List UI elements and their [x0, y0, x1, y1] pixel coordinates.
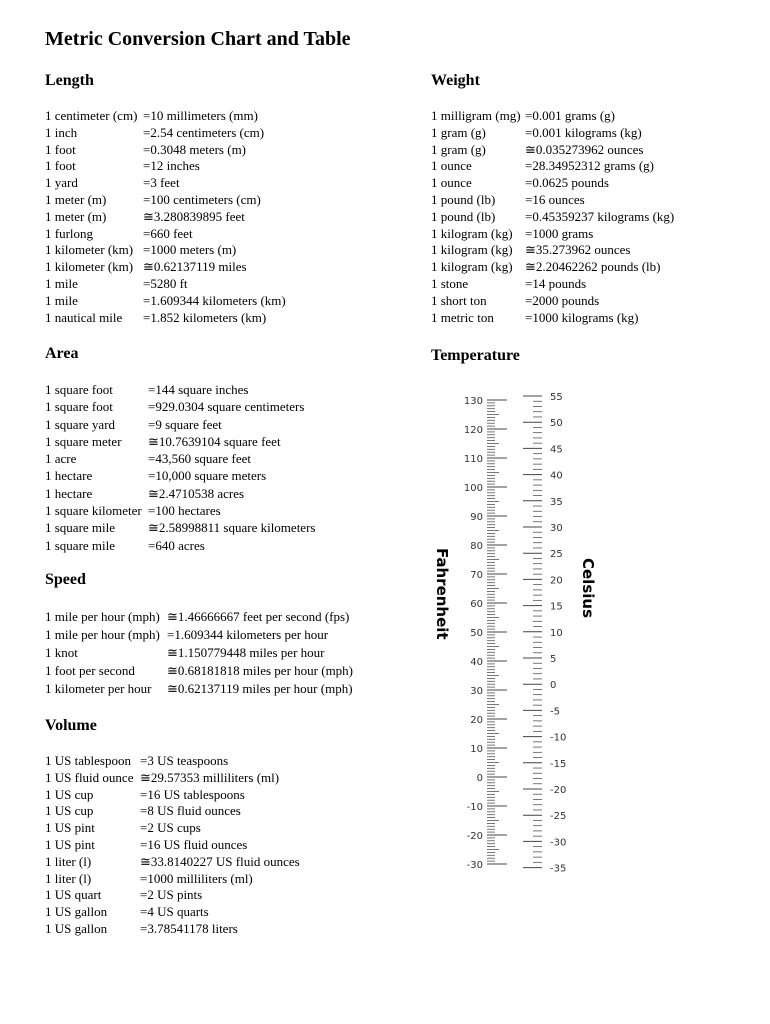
celsius-tick-label: 50	[550, 418, 563, 430]
table-row	[45, 108, 286, 125]
fahrenheit-tick-label: 50	[470, 628, 483, 639]
celsius-tick-label: 0	[550, 680, 557, 692]
table-row	[45, 753, 300, 770]
unit-label: 1 mile per hour (mph)	[45, 627, 160, 642]
unit-label: 1 US pint	[45, 836, 95, 852]
volume-table	[45, 753, 300, 938]
unit-conversion: ≅2.4710538 acres	[148, 485, 245, 501]
unit-conversion: =0.0625 pounds	[525, 175, 609, 191]
unit-label: 1 inch	[45, 124, 78, 140]
table-row	[45, 887, 300, 904]
unit-conversion: ≅0.62137119 miles	[143, 259, 247, 275]
fahrenheit-tick-label: -30	[466, 860, 483, 871]
weight-heading: Weight	[431, 72, 480, 89]
unit-label: 1 nautical mile	[45, 309, 123, 325]
unit-label: 1 hectare	[45, 468, 93, 484]
weight-table	[431, 108, 674, 326]
unit-label: 1 gram (g)	[431, 141, 486, 157]
unit-label: 1 foot	[45, 158, 76, 174]
celsius-tick-label: -20	[550, 785, 567, 796]
unit-conversion: =100 hectares	[148, 503, 221, 519]
unit-conversion: =16 ounces	[525, 191, 585, 207]
unit-conversion: ≅2.20462262 pounds (lb)	[525, 259, 661, 275]
unit-conversion: =1000 kilograms (kg)	[525, 309, 639, 325]
table-row	[431, 242, 674, 259]
unit-label: 1 square mile	[45, 537, 116, 553]
fahrenheit-tick-label: 100	[463, 483, 483, 494]
unit-conversion: =0.001 grams (g)	[525, 108, 616, 123]
unit-label: 1 pound (lb)	[431, 191, 496, 207]
fahrenheit-tick-label: 20	[470, 715, 483, 726]
table-row	[431, 276, 674, 293]
unit-label: 1 short ton	[431, 292, 487, 308]
unit-conversion: =2.54 centimeters (cm)	[143, 124, 265, 140]
unit-conversion: =9 square feet	[148, 416, 222, 432]
unit-label: 1 square foot	[45, 399, 113, 415]
unit-label: 1 square mile	[45, 520, 116, 536]
unit-conversion: =10 millimeters (mm)	[143, 108, 258, 123]
celsius-tick-label: -30	[550, 837, 567, 849]
table-row	[45, 644, 353, 662]
table-row	[45, 398, 315, 415]
unit-label: 1 kilogram (kg)	[431, 259, 513, 275]
fahrenheit-tick-label: 120	[463, 425, 483, 436]
unit-conversion: ≅2.58998811 square kilometers	[148, 520, 316, 536]
length-table	[45, 108, 286, 326]
speed-table	[45, 608, 353, 698]
unit-label: 1 kilometer per hour	[45, 681, 152, 696]
unit-label: 1 foot per second	[45, 663, 135, 678]
unit-conversion: =1000 meters (m)	[143, 242, 237, 258]
table-row	[431, 175, 674, 192]
unit-label: 1 US cup	[45, 786, 94, 802]
fahrenheit-tick-label: 10	[470, 744, 483, 755]
table-row	[45, 467, 315, 484]
fahrenheit-tick-label: 70	[470, 570, 483, 581]
celsius-tick-label: 55	[550, 392, 563, 403]
celsius-tick-label: 25	[550, 549, 563, 561]
table-row	[431, 125, 674, 142]
table-row	[431, 158, 674, 175]
unit-conversion: =0.001 kilograms (kg)	[525, 124, 642, 140]
fahrenheit-label: Fahrenheit	[433, 548, 451, 640]
unit-conversion: =3 US teaspoons	[140, 753, 229, 768]
celsius-tick-label: 30	[550, 523, 563, 534]
unit-conversion: ≅1.150779448 miles per hour	[167, 645, 325, 660]
table-row	[45, 837, 300, 854]
table-row	[45, 787, 300, 804]
unit-label: 1 kilometer (km)	[45, 242, 134, 258]
celsius-tick-label: 5	[550, 654, 557, 665]
table-row	[45, 310, 286, 327]
temperature-scale	[425, 380, 615, 880]
unit-conversion: =28.34952312 grams (g)	[525, 158, 655, 174]
celsius-tick-label: -15	[550, 758, 567, 770]
unit-label: 1 meter (m)	[45, 208, 107, 224]
unit-label: 1 ounce	[431, 158, 472, 174]
celsius-tick-label: 35	[550, 496, 563, 508]
table-row	[45, 142, 286, 159]
unit-label: 1 square foot	[45, 382, 113, 397]
fahrenheit-scale	[464, 396, 507, 871]
unit-label: 1 stone	[431, 275, 469, 291]
table-row	[431, 226, 674, 243]
unit-conversion: =2 US pints	[140, 887, 203, 903]
unit-label: 1 US cup	[45, 803, 94, 819]
unit-label: 1 mile	[45, 292, 78, 308]
celsius-tick-label: -25	[550, 811, 567, 823]
unit-label: 1 centimeter (cm)	[45, 108, 138, 123]
unit-conversion: =660 feet	[143, 225, 193, 241]
unit-conversion: =144 square inches	[148, 382, 249, 397]
unit-conversion: ≅0.62137119 miles per hour (mph)	[167, 681, 353, 696]
fahrenheit-tick-label: 60	[470, 599, 483, 610]
table-row	[431, 142, 674, 159]
unit-label: 1 US gallon	[45, 920, 108, 936]
unit-label: 1 acre	[45, 451, 77, 467]
celsius-tick-label: 10	[550, 627, 563, 639]
fahrenheit-tick-label: 110	[463, 454, 483, 465]
unit-conversion: =1.609344 kilometers (km)	[143, 292, 286, 308]
table-row	[45, 381, 315, 398]
fahrenheit-tick-label: 90	[470, 512, 483, 523]
table-row	[431, 259, 674, 276]
unit-conversion: =929.0304 square centimeters	[148, 399, 305, 415]
fahrenheit-tick-label: 130	[463, 396, 483, 407]
table-row	[431, 209, 674, 226]
unit-conversion: =43,560 square feet	[148, 451, 251, 467]
unit-label: 1 pound (lb)	[431, 208, 496, 224]
unit-label: 1 liter (l)	[45, 853, 92, 869]
unit-label: 1 hectare	[45, 485, 93, 501]
table-row	[431, 108, 674, 125]
fahrenheit-tick-label: 30	[470, 686, 483, 697]
unit-label: 1 foot	[45, 141, 76, 157]
table-row	[45, 537, 315, 554]
unit-label: 1 US tablespoon	[45, 753, 131, 768]
unit-conversion: =14 pounds	[525, 275, 587, 291]
unit-label: 1 kilogram (kg)	[431, 225, 513, 241]
unit-label: 1 US gallon	[45, 904, 108, 920]
unit-conversion: ≅35.273962 ounces	[525, 242, 631, 258]
unit-conversion: =10,000 square meters	[148, 468, 267, 484]
celsius-tick-label: 40	[550, 470, 563, 482]
unit-conversion: ≅0.68181818 miles per hour (mph)	[167, 663, 354, 678]
unit-label: 1 yard	[45, 175, 78, 191]
unit-label: 1 milligram (mg)	[431, 108, 521, 123]
area-table	[45, 381, 315, 554]
table-row	[45, 293, 286, 310]
unit-conversion: ≅10.7639104 square feet	[148, 433, 281, 449]
unit-label: 1 mile per hour (mph)	[45, 609, 160, 624]
table-row	[45, 770, 300, 787]
unit-conversion: =4 US quarts	[140, 904, 209, 920]
unit-conversion: =640 acres	[148, 537, 205, 553]
fahrenheit-tick-label: 80	[470, 541, 483, 552]
temperature-heading: Temperature	[431, 347, 520, 364]
unit-conversion: =16 US tablespoons	[140, 786, 245, 802]
unit-label: 1 US quart	[45, 887, 102, 903]
celsius-label: Celsius	[579, 558, 597, 618]
unit-label: 1 square kilometer	[45, 503, 142, 519]
unit-conversion: =12 inches	[143, 158, 200, 174]
celsius-tick-label: -5	[550, 706, 560, 718]
table-row	[45, 820, 300, 837]
unit-label: 1 liter (l)	[45, 870, 92, 886]
unit-conversion: =8 US fluid ounces	[140, 803, 241, 819]
fahrenheit-tick-label: -20	[466, 831, 483, 842]
unit-conversion: =3.78541178 liters	[140, 920, 238, 936]
table-row	[45, 192, 286, 209]
unit-label: 1 mile	[45, 275, 78, 291]
table-row	[45, 209, 286, 226]
table-row	[45, 485, 315, 502]
unit-label: 1 meter (m)	[45, 191, 107, 207]
unit-conversion: =1.852 kilometers (km)	[143, 309, 267, 325]
table-row	[431, 192, 674, 209]
unit-conversion: =2000 pounds	[525, 292, 600, 308]
table-row	[45, 125, 286, 142]
celsius-tick-label: 45	[550, 444, 563, 456]
unit-conversion: =3 feet	[143, 175, 180, 191]
table-row	[45, 608, 353, 626]
table-row	[45, 450, 315, 467]
unit-conversion: =1.609344 kilometers per hour	[167, 627, 329, 642]
unit-label: 1 knot	[45, 645, 78, 660]
table-row	[45, 259, 286, 276]
celsius-tick-label: -35	[550, 863, 567, 875]
table-row	[45, 416, 315, 433]
unit-label: 1 US pint	[45, 820, 95, 836]
unit-conversion: =0.3048 meters (m)	[143, 141, 247, 157]
unit-conversion: =2 US cups	[140, 820, 201, 836]
fahrenheit-tick-label: 40	[470, 657, 483, 668]
unit-conversion: ≅3.280839895 feet	[143, 208, 245, 224]
unit-label: 1 metric ton	[431, 309, 494, 325]
table-row	[45, 854, 300, 871]
table-row	[45, 433, 315, 450]
table-row	[45, 175, 286, 192]
celsius-tick-label: -10	[550, 732, 567, 744]
table-row	[45, 502, 315, 519]
table-row	[45, 519, 315, 536]
unit-conversion: ≅29.57353 milliliters (ml)	[140, 769, 280, 785]
celsius-tick-label: 15	[550, 601, 563, 613]
table-row	[45, 226, 286, 243]
speed-heading: Speed	[45, 571, 86, 588]
table-row	[45, 871, 300, 888]
unit-label: 1 US fluid ounce	[45, 769, 134, 785]
unit-conversion: ≅0.035273962 ounces	[525, 141, 644, 157]
unit-conversion: ≅1.46666667 feet per second (fps)	[167, 609, 350, 624]
table-row	[45, 662, 353, 680]
unit-conversion: =1000 grams	[525, 225, 594, 241]
table-row	[431, 293, 674, 310]
unit-label: 1 ounce	[431, 175, 472, 191]
table-row	[431, 310, 674, 327]
table-row	[45, 242, 286, 259]
unit-label: 1 gram (g)	[431, 124, 486, 140]
table-row	[45, 904, 300, 921]
table-row	[45, 158, 286, 175]
table-row	[45, 680, 353, 698]
celsius-scale	[523, 392, 566, 875]
table-row	[45, 803, 300, 820]
unit-conversion: =1000 milliliters (ml)	[140, 870, 253, 886]
page-title: Metric Conversion Chart and Table	[45, 28, 351, 50]
unit-label: 1 square yard	[45, 416, 116, 432]
celsius-tick-label: 20	[550, 575, 563, 587]
unit-conversion: =0.45359237 kilograms (kg)	[525, 208, 675, 224]
unit-label: 1 kilogram (kg)	[431, 242, 513, 258]
table-row	[45, 921, 300, 938]
unit-conversion: =16 US fluid ounces	[140, 836, 248, 852]
unit-label: 1 furlong	[45, 225, 94, 241]
unit-label: 1 kilometer (km)	[45, 259, 134, 275]
table-row	[45, 626, 353, 644]
volume-heading: Volume	[45, 717, 97, 734]
unit-conversion: =5280 ft	[143, 275, 188, 291]
unit-conversion: ≅33.8140227 US fluid ounces	[140, 853, 300, 869]
unit-conversion: =100 centimeters (cm)	[143, 191, 261, 207]
unit-label: 1 square meter	[45, 433, 122, 449]
table-row	[45, 276, 286, 293]
fahrenheit-tick-label: 0	[476, 773, 483, 784]
area-heading: Area	[45, 345, 79, 362]
fahrenheit-tick-label: -10	[466, 802, 483, 813]
length-heading: Length	[45, 72, 94, 89]
